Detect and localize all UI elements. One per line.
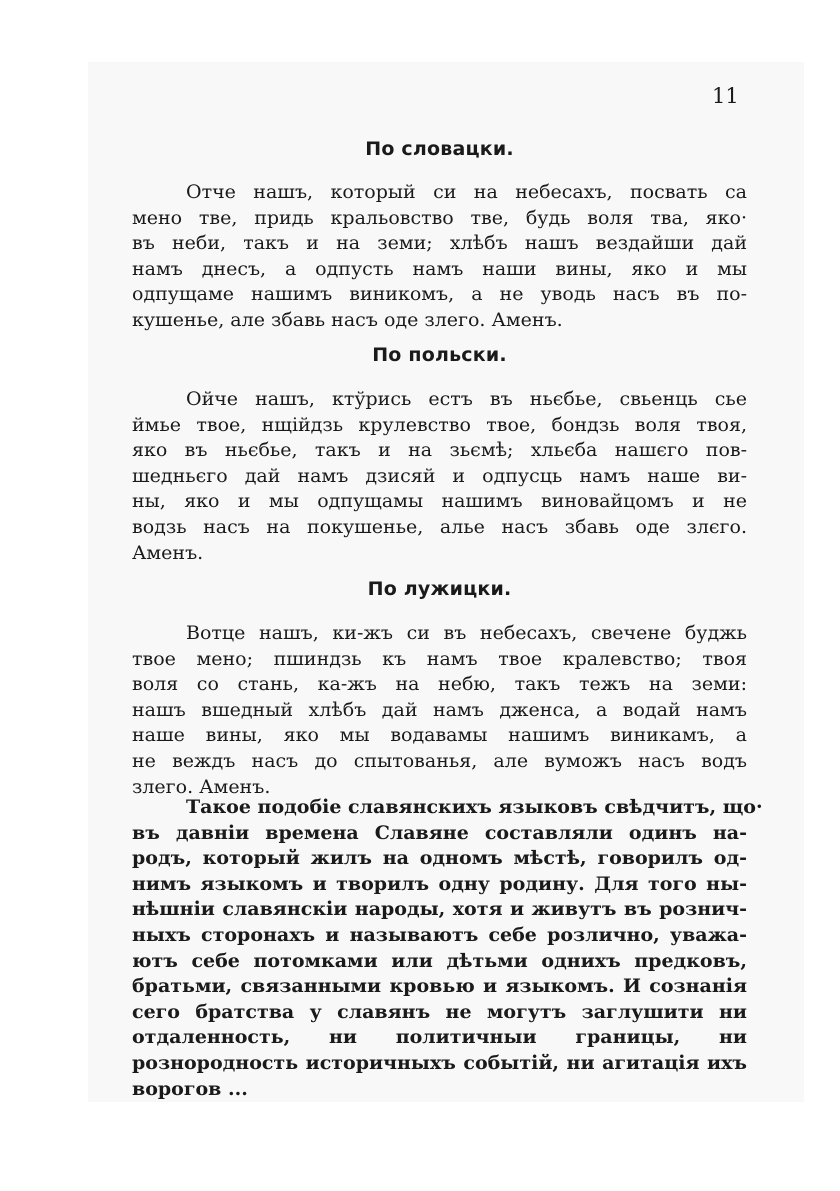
text-line: нашъ вшедный хлѣбъ дай намъ дженса, а водай намъ: [132, 698, 747, 721]
text-line: водзь насъ на покушенье, алье насъ збавь оде злєго.: [132, 515, 747, 538]
text-line: намъ днесъ, а одпусть намъ наши вины, яко и мы: [132, 257, 747, 280]
text-line: Такое подобіе славянскихъ языковъ свѣдчитъ, що·: [186, 796, 763, 818]
section-text-lusatian: [132, 621, 747, 800]
text-line: не веждъ насъ до спытованья, але вуможъ насъ водъ: [132, 749, 747, 772]
text-line: ютъ себе потомками или дѣтьми однихъ предковъ,: [132, 949, 747, 972]
text-line: Вотце нашъ, ки-жъ си въ небесахъ, свечене буджь: [186, 622, 747, 644]
page-number: 11: [712, 84, 739, 108]
text-line: кушенье, але збавь насъ оде злего. Аменъ.: [132, 308, 563, 331]
text-line: въ давнiи времена Славяне составляли одинъ на-: [132, 821, 747, 844]
text-line: родъ, который жилъ на одномъ мѣстѣ, говорилъ од-: [132, 847, 747, 870]
text-line: твое мено; пшиндзь къ намъ твое кралевство; твоя: [132, 647, 747, 670]
text-line: одпущаме нашимъ виникомъ, а не уводь насъ въ по-: [132, 283, 747, 306]
text-line: нѣшнiи славянскiи народы, хотя и живутъ въ рознич-: [132, 898, 747, 921]
text-line: наше вины, яко мы водавамы нашимъ виникамъ, а: [132, 724, 747, 747]
section-text-slovak: [132, 180, 747, 334]
section-heading-polish: По польски.: [372, 344, 507, 366]
text-line: въ неби, такъ и на земи; хлѣбъ нашъ вездайши дай: [132, 232, 747, 255]
text-line: Отче нашъ, который си на небесахъ, посвать са: [186, 181, 747, 203]
text-line: воля со стань, ка-жъ на небю, такъ тежъ на земи:: [132, 673, 747, 696]
closing-paragraph: [132, 795, 763, 1102]
text-line: нимъ языкомъ и творилъ одну родину. Для того ны-: [132, 872, 747, 895]
text-line: сего братства у славянъ не могутъ заглушити ни отдаленность, ни политичныи границы, ни рознородность историчныхъ событій, ни агитація ихъ ворогов ...: [132, 1000, 747, 1100]
text-line: ймье твое, нщійдзь крулевство твое, бондзь воля твоя,: [132, 413, 747, 436]
text-line: злего. Аменъ.: [132, 775, 271, 798]
text-line: шедньєго дай намъ дзисяй и одпусць намъ наше ви-: [132, 464, 747, 487]
text-line: ны, яко и мы одпущамы нашимъ виновайцомъ и не: [132, 490, 747, 513]
section-heading-lusatian: По лужицки.: [367, 578, 512, 600]
text-line: Аменъ.: [132, 541, 204, 564]
section-text-polish: [132, 387, 747, 566]
text-line: яко въ ньєбье, такъ и на зьємѣ; хльєба нашєго пов-: [132, 439, 747, 462]
text-line: Ойче нашъ, ктўрись естъ въ ньєбье, свьенць сье: [186, 388, 747, 410]
text-line: мено тве, придь кральовство тве, будь воля тва, яко·: [132, 206, 747, 229]
section-heading-slovak: По словацки.: [365, 138, 514, 160]
text-line: ныхъ сторонахъ и называютъ себе розлично, уважа-: [132, 923, 747, 946]
text-line: братьми, связанными кровью и языкомъ. И сознанія: [132, 975, 747, 998]
